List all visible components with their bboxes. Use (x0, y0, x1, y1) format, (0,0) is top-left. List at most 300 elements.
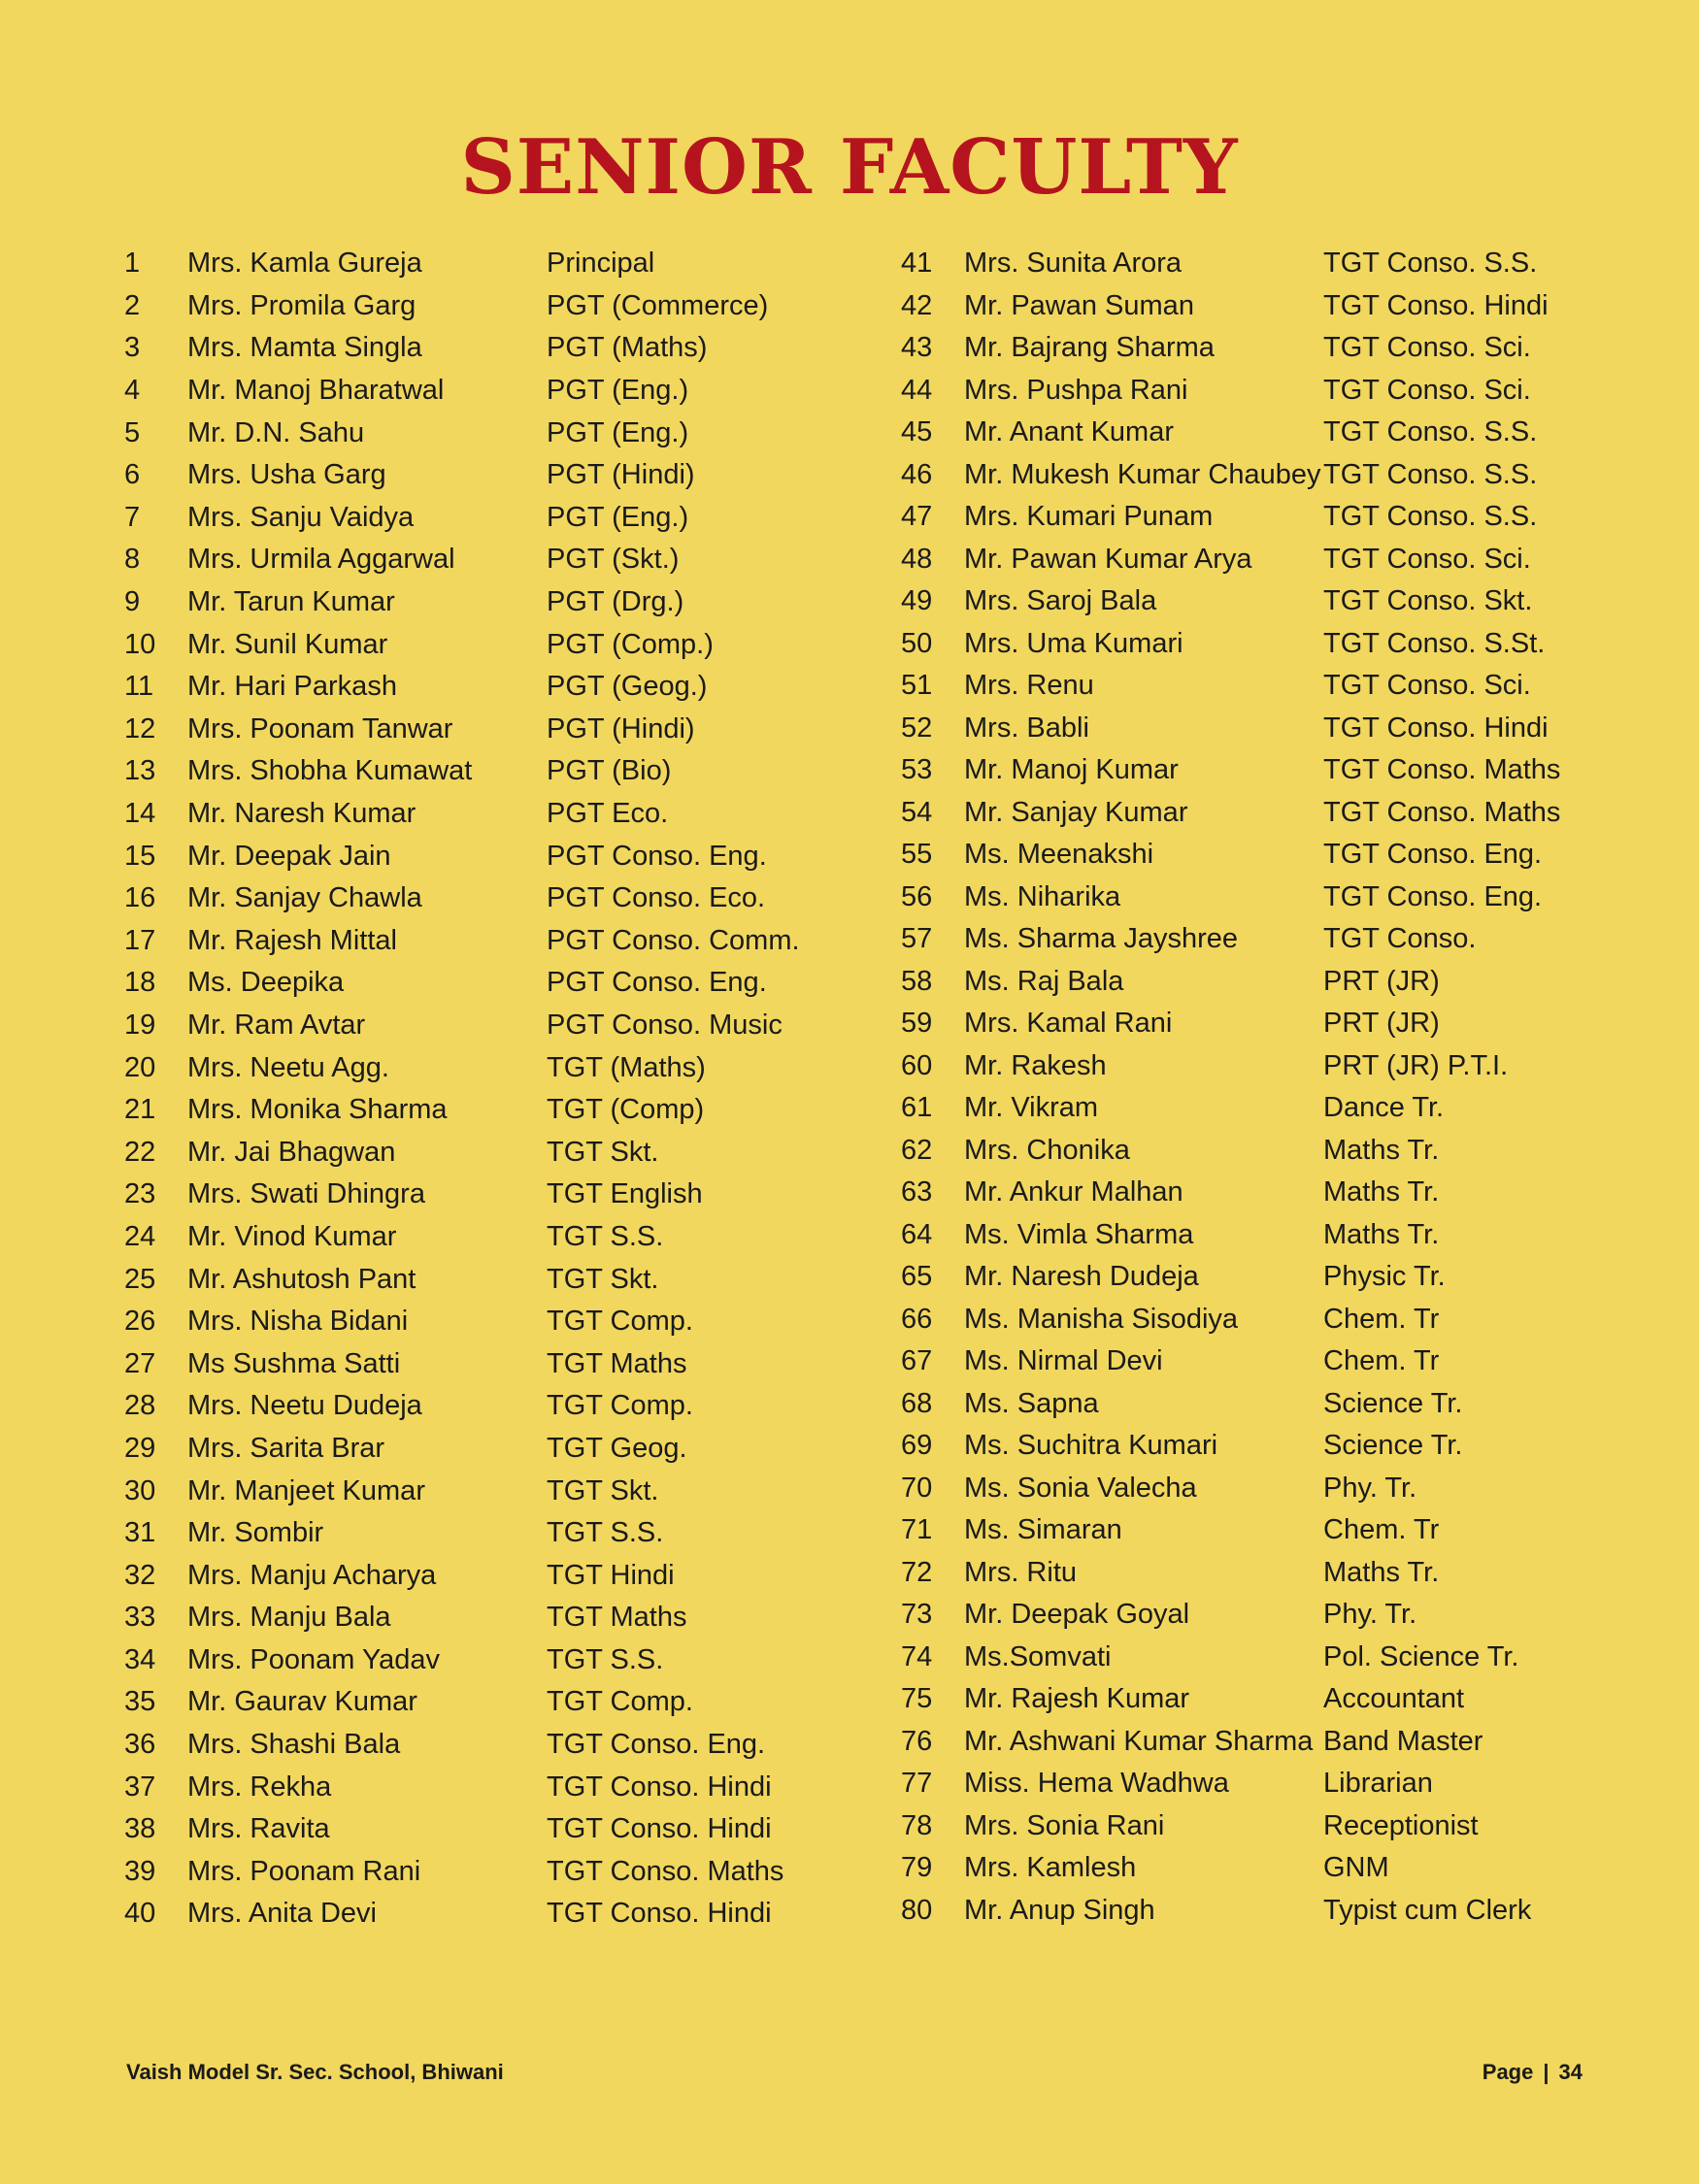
faculty-row (901, 412, 1615, 454)
faculty-designation: TGT Conso. S.St. (1323, 627, 1546, 659)
faculty-row (124, 1046, 838, 1089)
faculty-designation: PGT (Skt.) (547, 544, 680, 576)
faculty-designation: PGT Conso. Eng. (547, 967, 767, 999)
faculty-number: 23 (124, 1178, 156, 1210)
faculty-number: 37 (124, 1770, 156, 1803)
faculty-designation: Dance Tr. (1323, 1092, 1445, 1124)
faculty-designation: Phy. Tr. (1323, 1599, 1417, 1631)
faculty-name: Ms. Nirmal Devi (964, 1345, 1163, 1377)
faculty-designation: PRT (JR) (1323, 1008, 1440, 1040)
faculty-name: Mr. Anup Singh (964, 1894, 1155, 1926)
faculty-row (124, 1893, 838, 1936)
faculty-row (901, 1552, 1615, 1595)
faculty-number: 3 (124, 332, 141, 364)
faculty-designation: PGT (Maths) (547, 332, 708, 364)
faculty-designation: PGT Conso. Comm. (547, 924, 800, 956)
faculty-designation: TGT Skt. (547, 1474, 659, 1506)
faculty-number: 57 (901, 923, 933, 955)
faculty-number: 78 (901, 1809, 933, 1841)
faculty-name: Mr. Rajesh Kumar (964, 1683, 1190, 1715)
faculty-name: Mr. Rakesh (964, 1049, 1107, 1081)
faculty-number: 53 (901, 754, 933, 786)
faculty-row (901, 370, 1615, 413)
faculty-name: Mrs. Neetu Agg. (187, 1051, 389, 1083)
faculty-name: Miss. Hema Wadhwa (964, 1768, 1229, 1800)
faculty-number: 48 (901, 543, 933, 575)
faculty-number: 7 (124, 501, 141, 533)
faculty-name: Mrs. Kamla Gureja (187, 248, 422, 280)
faculty-designation: TGT Comp. (547, 1390, 693, 1422)
faculty-name: Mr. Hari Parkash (187, 671, 397, 703)
faculty-row (124, 497, 838, 540)
faculty-name: Mr. Ankur Malhan (964, 1176, 1183, 1208)
faculty-number: 21 (124, 1094, 156, 1126)
faculty-designation: TGT Conso. S.S. (1323, 501, 1538, 533)
faculty-row (901, 1172, 1615, 1214)
faculty-name: Mr. Anant Kumar (964, 416, 1174, 448)
faculty-number: 29 (124, 1432, 156, 1464)
faculty-name: Mrs. Sunita Arora (964, 248, 1183, 280)
faculty-row (124, 623, 838, 666)
faculty-designation: TGT Conso. Sci. (1323, 374, 1531, 406)
faculty-name: Mrs. Uma Kumari (964, 627, 1183, 659)
faculty-designation: PGT (Hindi) (547, 459, 695, 491)
faculty-name: Ms. Meenakshi (964, 839, 1154, 871)
faculty-row (124, 370, 838, 413)
faculty-row (901, 1425, 1615, 1468)
faculty-designation: Typist cum Clerk (1323, 1894, 1532, 1926)
faculty-row (124, 1428, 838, 1471)
faculty-designation: TGT Conso. Hindi (547, 1813, 772, 1845)
faculty-row (901, 623, 1615, 666)
faculty-number: 72 (901, 1556, 933, 1588)
faculty-designation: TGT S.S. (547, 1517, 664, 1549)
faculty-row (124, 1258, 838, 1301)
faculty-name: Mrs. Babli (964, 711, 1089, 744)
faculty-row (901, 834, 1615, 877)
faculty-number: 70 (901, 1472, 933, 1504)
faculty-name: Mr. Ram Avtar (187, 1009, 366, 1041)
faculty-row (901, 792, 1615, 835)
faculty-number: 15 (124, 840, 156, 872)
faculty-name: Mr. Sombir (187, 1517, 324, 1549)
faculty-row (124, 1470, 838, 1512)
faculty-designation: TGT (Maths) (547, 1051, 706, 1083)
faculty-designation: PGT (Eng.) (547, 375, 689, 407)
faculty-row (124, 1808, 838, 1851)
faculty-row (124, 793, 838, 836)
faculty-name: Mrs. Nisha Bidani (187, 1306, 409, 1338)
faculty-designation: TGT Conso. (1323, 923, 1477, 955)
faculty-designation: TGT Hindi (547, 1559, 675, 1591)
faculty-name: Mrs. Manju Bala (187, 1602, 391, 1634)
faculty-name: Mrs. Urmila Aggarwal (187, 544, 455, 576)
faculty-number: 11 (124, 671, 154, 703)
faculty-number: 65 (901, 1261, 933, 1293)
faculty-name: Mrs. Sanju Vaidya (187, 501, 415, 533)
faculty-designation: PGT Conso. Music (547, 1009, 783, 1041)
faculty-row (124, 412, 838, 454)
faculty-row (901, 1890, 1615, 1933)
faculty-designation: PGT (Drg.) (547, 586, 684, 618)
faculty-name: Ms. Sharma Jayshree (964, 923, 1239, 955)
faculty-name: Mrs. Swati Dhingra (187, 1178, 425, 1210)
faculty-name: Mr. Jai Bhagwan (187, 1136, 396, 1168)
faculty-designation: PGT (Geog.) (547, 671, 708, 703)
faculty-designation: Librarian (1323, 1768, 1433, 1800)
faculty-name: Ms. Sapna (964, 1387, 1099, 1419)
faculty-row (901, 496, 1615, 539)
faculty-number: 76 (901, 1725, 933, 1757)
faculty-name: Mr. Manoj Bharatwal (187, 375, 445, 407)
faculty-row (124, 1766, 838, 1808)
faculty-designation: Maths Tr. (1323, 1134, 1440, 1166)
faculty-designation: TGT Conso. Maths (547, 1855, 784, 1887)
faculty-name: Mr. Vikram (964, 1092, 1099, 1124)
faculty-number: 1 (124, 248, 141, 280)
faculty-number: 40 (124, 1898, 156, 1930)
faculty-designation: Chem. Tr (1323, 1514, 1440, 1546)
faculty-name: Mr. Vinod Kumar (187, 1220, 397, 1252)
faculty-row (124, 1005, 838, 1047)
faculty-row (901, 1087, 1615, 1130)
faculty-number: 55 (901, 839, 933, 871)
faculty-number: 45 (901, 416, 933, 448)
faculty-name: Mrs. Pushpa Rani (964, 374, 1188, 406)
faculty-row (124, 1597, 838, 1639)
faculty-row (124, 1089, 838, 1132)
faculty-designation: Science Tr. (1323, 1387, 1463, 1419)
faculty-row (124, 1724, 838, 1767)
faculty-number: 34 (124, 1643, 156, 1675)
faculty-row (901, 918, 1615, 961)
faculty-number: 16 (124, 882, 156, 914)
faculty-designation: PGT (Eng.) (547, 416, 689, 448)
faculty-designation: GNM (1323, 1852, 1389, 1884)
faculty-number: 49 (901, 585, 933, 617)
faculty-row (901, 327, 1615, 370)
faculty-name: Mrs. Rekha (187, 1770, 332, 1803)
faculty-row (124, 1174, 838, 1216)
faculty-row (124, 581, 838, 624)
faculty-designation: TGT Conso. Sci. (1323, 670, 1531, 702)
faculty-name: Ms. Sonia Valecha (964, 1472, 1197, 1504)
faculty-designation: Science Tr. (1323, 1430, 1463, 1462)
faculty-designation: PGT (Commerce) (547, 289, 769, 321)
faculty-row (901, 1003, 1615, 1045)
footer-school-name: Vaish Model Sr. Sec. School, Bhiwani (126, 2060, 504, 2084)
faculty-row (124, 243, 838, 285)
faculty-list-right (901, 243, 1615, 1932)
footer-page-indicator (1482, 2060, 1582, 2085)
faculty-name: Mrs. Mamta Singla (187, 332, 422, 364)
faculty-designation: Band Master (1323, 1725, 1483, 1757)
faculty-number: 2 (124, 289, 141, 321)
faculty-row (901, 1468, 1615, 1510)
faculty-designation: PRT (JR) (1323, 965, 1440, 997)
faculty-name: Mrs. Manju Acharya (187, 1559, 437, 1591)
faculty-designation: PGT Eco. (547, 798, 669, 830)
faculty-designation: TGT Geog. (547, 1432, 687, 1464)
faculty-name: Mrs. Ravita (187, 1813, 330, 1845)
faculty-number: 10 (124, 628, 156, 660)
faculty-row (901, 1130, 1615, 1173)
faculty-number: 28 (124, 1390, 156, 1422)
faculty-designation: PGT (Comp.) (547, 628, 714, 660)
faculty-row (901, 1594, 1615, 1637)
faculty-number: 24 (124, 1220, 156, 1252)
faculty-designation: TGT Conso. S.S. (1323, 416, 1538, 448)
faculty-name: Mr. Naresh Dudeja (964, 1261, 1199, 1293)
faculty-designation: TGT Conso. Hindi (547, 1770, 772, 1803)
faculty-name: Mrs. Shobha Kumawat (187, 755, 473, 787)
faculty-name: Mr. Ashwani Kumar Sharma (964, 1725, 1314, 1757)
faculty-row (124, 920, 838, 963)
faculty-name: Mrs. Sonia Rani (964, 1809, 1165, 1841)
faculty-name: Mr. Naresh Kumar (187, 798, 416, 830)
faculty-number: 67 (901, 1345, 933, 1377)
faculty-number: 80 (901, 1894, 933, 1926)
faculty-number: 64 (901, 1218, 933, 1250)
faculty-name: Mrs. Poonam Rani (187, 1855, 421, 1887)
faculty-row (901, 1805, 1615, 1848)
faculty-designation: TGT Conso. Hindi (1323, 289, 1549, 321)
faculty-number: 26 (124, 1306, 156, 1338)
faculty-name: Mr. Gaurav Kumar (187, 1686, 417, 1718)
faculty-row (124, 1342, 838, 1385)
faculty-designation: TGT Comp. (547, 1306, 693, 1338)
faculty-designation: PRT (JR) P.T.I. (1323, 1049, 1509, 1081)
faculty-number: 4 (124, 375, 141, 407)
faculty-row (124, 877, 838, 920)
faculty-name: Mr. Deepak Jain (187, 840, 391, 872)
faculty-designation: TGT Conso. S.S. (1323, 248, 1538, 280)
faculty-name: Mrs. Promila Garg (187, 289, 416, 321)
faculty-number: 59 (901, 1008, 933, 1040)
faculty-row (901, 1637, 1615, 1679)
faculty-name: Mrs. Ritu (964, 1556, 1077, 1588)
faculty-name: Ms.Somvati (964, 1640, 1112, 1672)
faculty-designation: TGT Conso. Hindi (1323, 711, 1549, 744)
faculty-name: Ms Sushma Satti (187, 1347, 401, 1379)
faculty-row (124, 1639, 838, 1682)
faculty-name: Mrs. Usha Garg (187, 459, 386, 491)
faculty-number: 43 (901, 332, 933, 364)
faculty-designation: PGT (Eng.) (547, 501, 689, 533)
faculty-number: 66 (901, 1303, 933, 1335)
faculty-row (901, 1045, 1615, 1088)
faculty-name: Mr. D.N. Sahu (187, 416, 365, 448)
faculty-number: 35 (124, 1686, 156, 1718)
faculty-number: 74 (901, 1640, 933, 1672)
faculty-number: 71 (901, 1514, 933, 1546)
faculty-name: Ms. Raj Bala (964, 965, 1124, 997)
faculty-row (901, 1678, 1615, 1721)
faculty-name: Mrs. Kamal Rani (964, 1008, 1173, 1040)
page-separator: | (1543, 2060, 1549, 2084)
faculty-number: 30 (124, 1474, 156, 1506)
faculty-designation: TGT Conso. Eng. (1323, 839, 1543, 871)
faculty-name: Ms. Simaran (964, 1514, 1122, 1546)
faculty-number: 25 (124, 1263, 156, 1295)
faculty-number: 47 (901, 501, 933, 533)
faculty-designation: TGT Conso. Skt. (1323, 585, 1533, 617)
faculty-name: Mrs. Monika Sharma (187, 1094, 448, 1126)
faculty-number: 60 (901, 1049, 933, 1081)
faculty-number: 69 (901, 1430, 933, 1462)
faculty-designation: TGT Comp. (547, 1686, 693, 1718)
faculty-row (901, 708, 1615, 750)
faculty-number: 20 (124, 1051, 156, 1083)
faculty-designation: Receptionist (1323, 1809, 1479, 1841)
faculty-name: Ms. Deepika (187, 967, 345, 999)
faculty-number: 17 (124, 924, 156, 956)
faculty-number: 63 (901, 1176, 933, 1208)
faculty-number: 42 (901, 289, 933, 321)
faculty-number: 39 (124, 1855, 156, 1887)
faculty-designation: TGT Conso. Maths (1323, 754, 1561, 786)
faculty-designation: TGT Conso. Eng. (547, 1729, 766, 1761)
faculty-designation: TGT Maths (547, 1347, 687, 1379)
faculty-row (901, 580, 1615, 623)
faculty-row (901, 1383, 1615, 1426)
faculty-row (901, 1763, 1615, 1805)
faculty-designation: TGT Maths (547, 1602, 687, 1634)
faculty-designation: TGT Skt. (547, 1136, 659, 1168)
faculty-name: Mr. Sanjay Chawla (187, 882, 422, 914)
faculty-number: 33 (124, 1602, 156, 1634)
faculty-designation: Physic Tr. (1323, 1261, 1446, 1293)
faculty-designation: Principal (547, 248, 655, 280)
faculty-row (901, 1256, 1615, 1299)
faculty-name: Mr. Sunil Kumar (187, 628, 388, 660)
faculty-number: 41 (901, 248, 933, 280)
faculty-row (901, 961, 1615, 1004)
faculty-designation: TGT S.S. (547, 1643, 664, 1675)
faculty-designation: Maths Tr. (1323, 1176, 1440, 1208)
faculty-number: 13 (124, 755, 156, 787)
faculty-row (901, 1721, 1615, 1764)
faculty-designation: TGT Conso. Eng. (1323, 880, 1543, 912)
faculty-name: Mrs. Sarita Brar (187, 1432, 385, 1464)
faculty-number: 12 (124, 712, 156, 745)
faculty-row (901, 243, 1615, 285)
faculty-designation: TGT Conso. S.S. (1323, 458, 1538, 490)
faculty-number: 73 (901, 1599, 933, 1631)
faculty-number: 27 (124, 1347, 156, 1379)
faculty-number: 18 (124, 967, 156, 999)
faculty-designation: TGT Conso. Sci. (1323, 332, 1531, 364)
faculty-number: 56 (901, 880, 933, 912)
faculty-number: 6 (124, 459, 141, 491)
faculty-designation: PGT (Bio) (547, 755, 672, 787)
faculty-number: 19 (124, 1009, 156, 1041)
faculty-name: Mrs. Kamlesh (964, 1852, 1137, 1884)
faculty-designation: Pol. Science Tr. (1323, 1640, 1519, 1672)
faculty-designation: TGT Skt. (547, 1263, 659, 1295)
faculty-number: 79 (901, 1852, 933, 1884)
faculty-name: Mr. Tarun Kumar (187, 586, 395, 618)
faculty-row (901, 1847, 1615, 1890)
faculty-name: Mrs. Anita Devi (187, 1898, 377, 1930)
faculty-name: Mrs. Chonika (964, 1134, 1130, 1166)
faculty-number: 9 (124, 586, 141, 618)
faculty-name: Ms. Niharika (964, 880, 1121, 912)
faculty-designation: PGT (Hindi) (547, 712, 695, 745)
faculty-name: Mrs. Poonam Tanwar (187, 712, 453, 745)
faculty-designation: PGT Conso. Eng. (547, 840, 767, 872)
faculty-number: 77 (901, 1768, 933, 1800)
faculty-row (124, 1681, 838, 1724)
faculty-row (124, 1851, 838, 1894)
faculty-name: Mrs. Kumari Punam (964, 501, 1214, 533)
faculty-name: Mr. Deepak Goyal (964, 1599, 1190, 1631)
faculty-name: Ms. Suchitra Kumari (964, 1430, 1218, 1462)
faculty-number: 61 (901, 1092, 933, 1124)
page-number: 34 (1558, 2060, 1582, 2084)
faculty-designation: Chem. Tr (1323, 1303, 1440, 1335)
faculty-name: Mr. Rajesh Mittal (187, 924, 397, 956)
faculty-designation: Phy. Tr. (1323, 1472, 1417, 1504)
faculty-list-left (124, 243, 838, 1936)
faculty-designation: Maths Tr. (1323, 1218, 1440, 1250)
faculty-row (124, 539, 838, 581)
faculty-name: Mrs. Saroj Bala (964, 585, 1157, 617)
faculty-number: 62 (901, 1134, 933, 1166)
faculty-row (124, 709, 838, 751)
page-title: SENIOR FACULTY (460, 123, 1239, 212)
faculty-row (124, 1216, 838, 1259)
faculty-name: Mrs. Renu (964, 670, 1094, 702)
faculty-row (901, 454, 1615, 497)
faculty-number: 31 (124, 1517, 156, 1549)
faculty-row (124, 750, 838, 793)
faculty-name: Ms. Vimla Sharma (964, 1218, 1194, 1250)
faculty-number: 58 (901, 965, 933, 997)
faculty-row (124, 1301, 838, 1343)
faculty-number: 52 (901, 711, 933, 744)
faculty-name: Mr. Mukesh Kumar Chaubey (964, 458, 1321, 490)
faculty-row (901, 665, 1615, 708)
faculty-number: 22 (124, 1136, 156, 1168)
faculty-number: 75 (901, 1683, 933, 1715)
faculty-number: 50 (901, 627, 933, 659)
faculty-row (901, 1509, 1615, 1552)
faculty-name: Mr. Pawan Kumar Arya (964, 543, 1252, 575)
faculty-name: Mr. Ashutosh Pant (187, 1263, 416, 1295)
faculty-row (901, 877, 1615, 919)
faculty-number: 32 (124, 1559, 156, 1591)
faculty-name: Mr. Manoj Kumar (964, 754, 1179, 786)
faculty-designation: TGT Conso. Maths (1323, 796, 1561, 828)
faculty-number: 36 (124, 1729, 156, 1761)
faculty-row (124, 835, 838, 877)
faculty-number: 38 (124, 1813, 156, 1845)
faculty-row (901, 1299, 1615, 1341)
faculty-row (901, 749, 1615, 792)
faculty-number: 54 (901, 796, 933, 828)
faculty-name: Ms. Manisha Sisodiya (964, 1303, 1239, 1335)
faculty-designation: TGT S.S. (547, 1220, 664, 1252)
faculty-number: 46 (901, 458, 933, 490)
faculty-row (124, 285, 838, 328)
faculty-designation: TGT Conso. Sci. (1323, 543, 1531, 575)
faculty-number: 5 (124, 416, 141, 448)
faculty-row (124, 327, 838, 370)
faculty-number: 44 (901, 374, 933, 406)
faculty-number: 14 (124, 798, 156, 830)
faculty-row (124, 1554, 838, 1597)
